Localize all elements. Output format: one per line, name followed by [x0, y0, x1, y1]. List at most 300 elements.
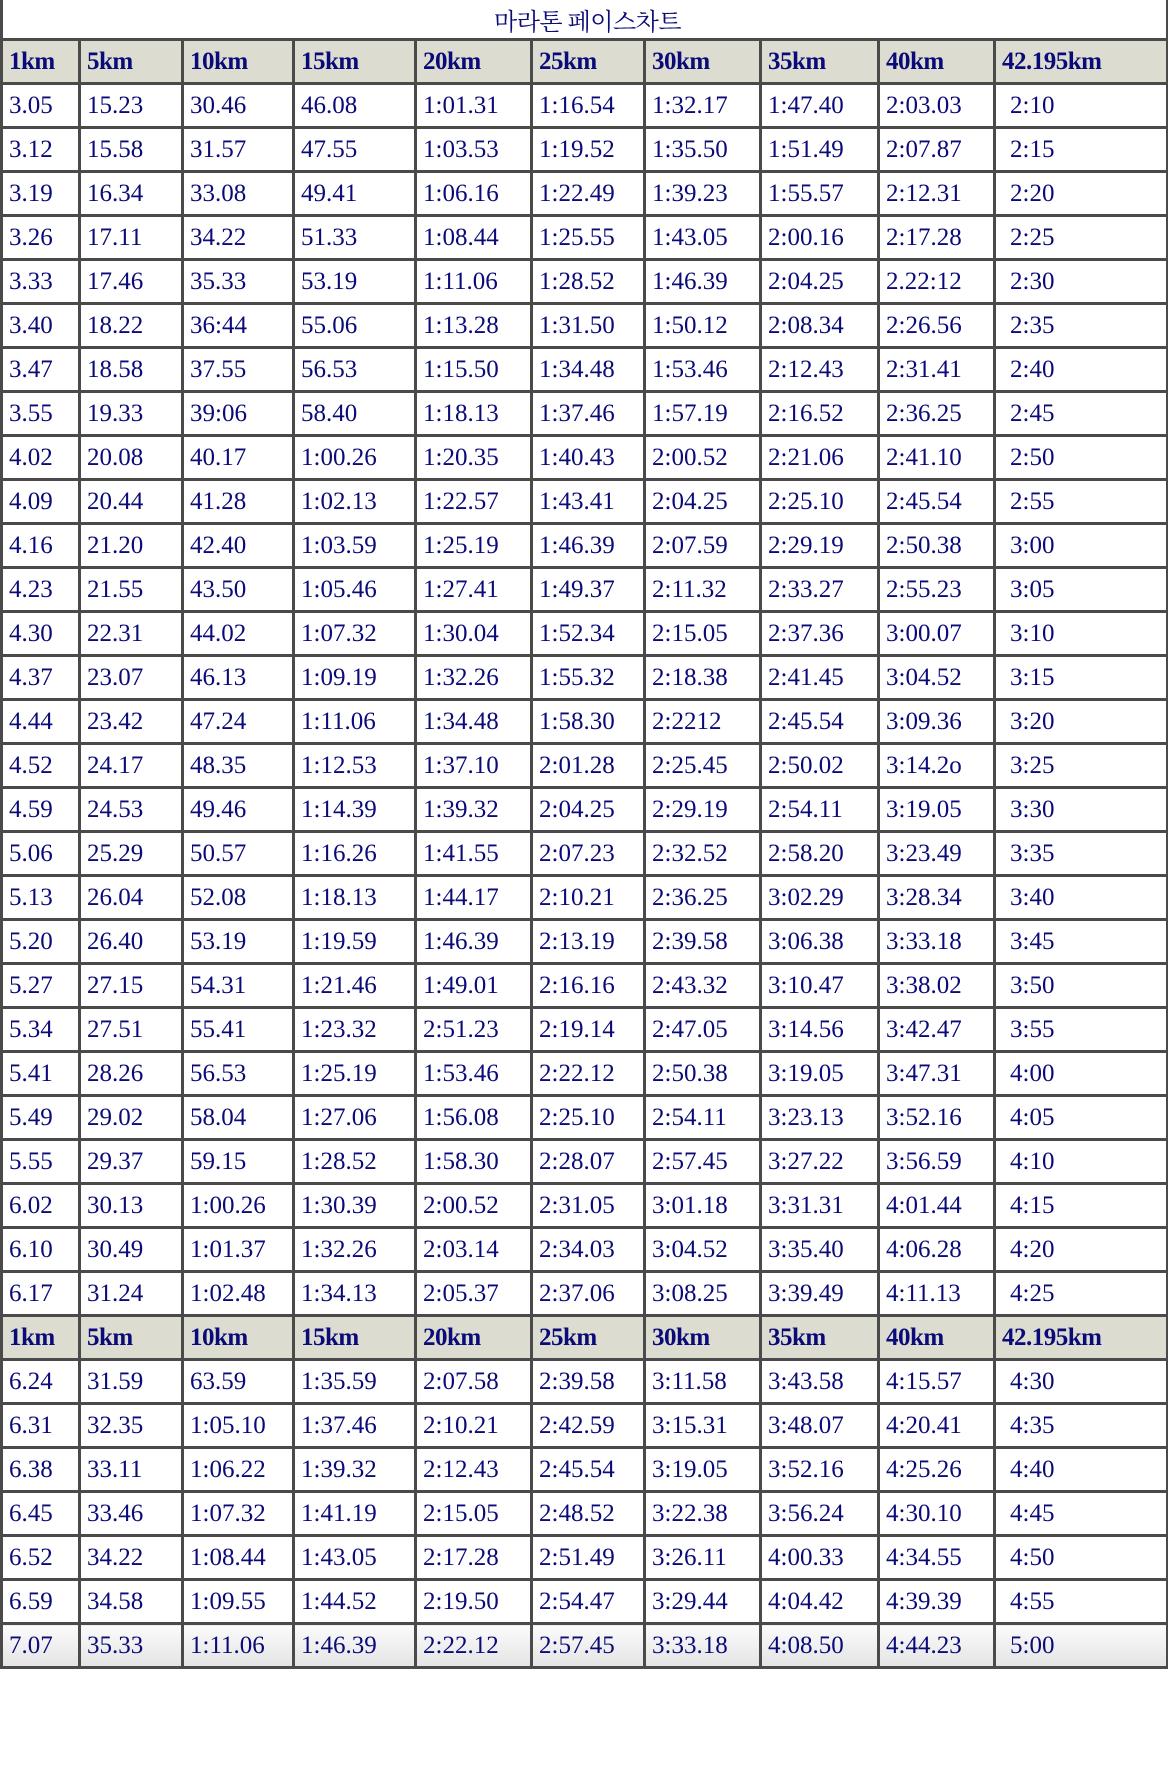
table-row — [2, 260, 1168, 304]
table-cell: 3.12 — [2, 128, 80, 172]
table-cell: 3:28.34 — [879, 876, 995, 920]
table-cell: 1:58.30 — [532, 700, 645, 744]
table-cell: 3:31.31 — [761, 1184, 879, 1228]
table-cell: 2:12.43 — [761, 348, 879, 392]
table-cell: 2:07.59 — [645, 524, 761, 568]
table-cell: 3:42.47 — [879, 1008, 995, 1052]
table-cell: 6.10 — [2, 1228, 80, 1272]
table-cell: 3:04.52 — [645, 1228, 761, 1272]
header-row — [2, 40, 1168, 84]
table-cell: 2:2212 — [645, 700, 761, 744]
table-cell: 2:36.25 — [879, 392, 995, 436]
column-header: 1km — [2, 40, 80, 84]
table-cell: 5.34 — [2, 1008, 80, 1052]
table-cell: 1:49.01 — [416, 964, 532, 1008]
table-cell: 1:46.39 — [294, 1624, 416, 1668]
table-cell: 1:41.19 — [294, 1492, 416, 1536]
table-cell: 4:35 — [995, 1404, 1168, 1448]
table-cell: 1:02.13 — [294, 480, 416, 524]
table-cell: 1:34.48 — [532, 348, 645, 392]
table-cell: 3:14.2o — [879, 744, 995, 788]
table-cell: 3:11.58 — [645, 1360, 761, 1404]
table-cell: 30.13 — [80, 1184, 183, 1228]
table-cell: 3:04.52 — [879, 656, 995, 700]
column-header: 35km — [761, 1316, 879, 1360]
table-row — [2, 1184, 1168, 1228]
table-cell: 3:19.05 — [761, 1052, 879, 1096]
table-cell: 4:34.55 — [879, 1536, 995, 1580]
table-cell: 2:31.05 — [532, 1184, 645, 1228]
table-cell: 17.11 — [80, 216, 183, 260]
table-cell: 6.24 — [2, 1360, 80, 1404]
table-cell: 2:50.38 — [879, 524, 995, 568]
table-cell: 21.55 — [80, 568, 183, 612]
table-cell: 2:32.52 — [645, 832, 761, 876]
table-cell: 2:20 — [995, 172, 1168, 216]
table-cell: 3:38.02 — [879, 964, 995, 1008]
table-cell: 3.19 — [2, 172, 80, 216]
table-cell: 2:04.25 — [645, 480, 761, 524]
column-header: 30km — [645, 1316, 761, 1360]
table-cell: 3:09.36 — [879, 700, 995, 744]
table-cell: 1:32.26 — [294, 1228, 416, 1272]
table-cell: 3:47.31 — [879, 1052, 995, 1096]
table-cell: 1:39.32 — [416, 788, 532, 832]
table-cell: 2:00.52 — [416, 1184, 532, 1228]
table-cell: 2:55 — [995, 480, 1168, 524]
table-cell: 15.23 — [80, 84, 183, 128]
column-header: 42.195km — [995, 1316, 1168, 1360]
table-cell: 3:00 — [995, 524, 1168, 568]
table-cell: 27.51 — [80, 1008, 183, 1052]
table-cell: 1:55.32 — [532, 656, 645, 700]
table-cell: 3:22.38 — [645, 1492, 761, 1536]
table-cell: 2:12.43 — [416, 1448, 532, 1492]
table-cell: 2:37.06 — [532, 1272, 645, 1316]
table-cell: 2:10.21 — [416, 1404, 532, 1448]
table-cell: 2:03.14 — [416, 1228, 532, 1272]
table-cell: 2:25 — [995, 216, 1168, 260]
table-cell: 4:20.41 — [879, 1404, 995, 1448]
table-cell: 2:50.38 — [645, 1052, 761, 1096]
table-row — [2, 1360, 1168, 1404]
table-cell: 1:02.48 — [183, 1272, 294, 1316]
table-cell: 4.52 — [2, 744, 80, 788]
table-cell: 2:19.50 — [416, 1580, 532, 1624]
table-cell: 4:44.23 — [879, 1624, 995, 1668]
table-cell: 1:07.32 — [183, 1492, 294, 1536]
table-cell: 4:39.39 — [879, 1580, 995, 1624]
table-row — [2, 304, 1168, 348]
table-cell: 42.40 — [183, 524, 294, 568]
table-cell: 4:45 — [995, 1492, 1168, 1536]
table-row — [2, 568, 1168, 612]
table-cell: 1:39.32 — [294, 1448, 416, 1492]
table-cell: 1:03.59 — [294, 524, 416, 568]
table-cell: 2:00.52 — [645, 436, 761, 480]
table-cell: 4.02 — [2, 436, 80, 480]
table-cell: 3:05 — [995, 568, 1168, 612]
table-cell: 3:52.16 — [761, 1448, 879, 1492]
table-cell: 52.08 — [183, 876, 294, 920]
table-row — [2, 1492, 1168, 1536]
table-cell: 1:53.46 — [645, 348, 761, 392]
column-header: 25km — [532, 1316, 645, 1360]
table-cell: 1:46.39 — [416, 920, 532, 964]
column-header: 35km — [761, 40, 879, 84]
table-cell: 1:11.06 — [416, 260, 532, 304]
table-cell: 2:25.10 — [761, 480, 879, 524]
table-row — [2, 1096, 1168, 1140]
table-cell: 2:15.05 — [645, 612, 761, 656]
table-cell: 4.30 — [2, 612, 80, 656]
table-cell: 1:47.40 — [761, 84, 879, 128]
table-cell: 5:00 — [995, 1624, 1168, 1668]
table-cell: 4.16 — [2, 524, 80, 568]
table-cell: 2:41.45 — [761, 656, 879, 700]
table-cell: 2:19.14 — [532, 1008, 645, 1052]
table-cell: 1:07.32 — [294, 612, 416, 656]
table-cell: 2:17.28 — [879, 216, 995, 260]
table-cell: 3:30 — [995, 788, 1168, 832]
table-cell: 1:37.10 — [416, 744, 532, 788]
table-cell: 3:10.47 — [761, 964, 879, 1008]
table-cell: 34.22 — [80, 1536, 183, 1580]
table-cell: 44.02 — [183, 612, 294, 656]
table-cell: 56.53 — [183, 1052, 294, 1096]
table-cell: 4:55 — [995, 1580, 1168, 1624]
table-cell: 2:39.58 — [645, 920, 761, 964]
table-cell: 4:11.13 — [879, 1272, 995, 1316]
table-cell: 2:29.19 — [645, 788, 761, 832]
table-cell: 2:16.52 — [761, 392, 879, 436]
table-cell: 51.33 — [294, 216, 416, 260]
table-cell: 4:00.33 — [761, 1536, 879, 1580]
table-cell: 2:16.16 — [532, 964, 645, 1008]
table-cell: 55.06 — [294, 304, 416, 348]
table-cell: 2:42.59 — [532, 1404, 645, 1448]
table-cell: 2:08.34 — [761, 304, 879, 348]
column-header: 20km — [416, 40, 532, 84]
table-cell: 1:00.26 — [183, 1184, 294, 1228]
table-cell: 1:57.19 — [645, 392, 761, 436]
table-cell: 4:50 — [995, 1536, 1168, 1580]
table-row — [2, 84, 1168, 128]
table-cell: 35.33 — [80, 1624, 183, 1668]
table-cell: 3:26.11 — [645, 1536, 761, 1580]
table-cell: 18.22 — [80, 304, 183, 348]
table-cell: 1:44.17 — [416, 876, 532, 920]
table-cell: 3:08.25 — [645, 1272, 761, 1316]
table-cell: 55.41 — [183, 1008, 294, 1052]
table-cell: 1:01.37 — [183, 1228, 294, 1272]
table-cell: 2:18.38 — [645, 656, 761, 700]
table-cell: 4:40 — [995, 1448, 1168, 1492]
table-row — [2, 1272, 1168, 1316]
table-cell: 2:22.12 — [532, 1052, 645, 1096]
table-cell: 3.05 — [2, 84, 80, 128]
header-row — [2, 1316, 1168, 1360]
table-cell: 37.55 — [183, 348, 294, 392]
table-cell: 2:51.49 — [532, 1536, 645, 1580]
table-cell: 1:30.39 — [294, 1184, 416, 1228]
table-cell: 29.37 — [80, 1140, 183, 1184]
table-cell: 1:19.59 — [294, 920, 416, 964]
table-cell: 3:29.44 — [645, 1580, 761, 1624]
table-cell: 1:32.17 — [645, 84, 761, 128]
table-row — [2, 480, 1168, 524]
table-cell: 2:04.25 — [532, 788, 645, 832]
column-header: 10km — [183, 1316, 294, 1360]
table-cell: 1:03.53 — [416, 128, 532, 172]
table-cell: 3.40 — [2, 304, 80, 348]
table-cell: 1:20.35 — [416, 436, 532, 480]
column-header: 20km — [416, 1316, 532, 1360]
table-cell: 4.44 — [2, 700, 80, 744]
table-cell: 2:45.54 — [532, 1448, 645, 1492]
table-cell: 53.19 — [183, 920, 294, 964]
table-cell: 1:23.32 — [294, 1008, 416, 1052]
table-cell: 2.22:12 — [879, 260, 995, 304]
table-cell: 3.33 — [2, 260, 80, 304]
table-cell: 2:01.28 — [532, 744, 645, 788]
table-cell: 3:19.05 — [879, 788, 995, 832]
column-header: 40km — [879, 40, 995, 84]
column-header: 40km — [879, 1316, 995, 1360]
table-row — [2, 1140, 1168, 1184]
table-cell: 4.09 — [2, 480, 80, 524]
table-cell: 1:21.46 — [294, 964, 416, 1008]
table-cell: 23.42 — [80, 700, 183, 744]
table-cell: 16.34 — [80, 172, 183, 216]
table-cell: 1:37.46 — [532, 392, 645, 436]
table-cell: 63.59 — [183, 1360, 294, 1404]
table-cell: 2:07.87 — [879, 128, 995, 172]
table-cell: 1:35.59 — [294, 1360, 416, 1404]
table-cell: 3:35 — [995, 832, 1168, 876]
column-header: 15km — [294, 40, 416, 84]
table-cell: 4:06.28 — [879, 1228, 995, 1272]
table-cell: 1:01.31 — [416, 84, 532, 128]
table-cell: 48.35 — [183, 744, 294, 788]
table-cell: 31.24 — [80, 1272, 183, 1316]
table-cell: 1:30.04 — [416, 612, 532, 656]
table-cell: 2:45.54 — [761, 700, 879, 744]
table-cell: 1:28.52 — [532, 260, 645, 304]
table-cell: 3:56.24 — [761, 1492, 879, 1536]
table-cell: 1:46.39 — [532, 524, 645, 568]
table-cell: 20.44 — [80, 480, 183, 524]
table-row — [2, 436, 1168, 480]
table-cell: 3:55 — [995, 1008, 1168, 1052]
table-cell: 3:25 — [995, 744, 1168, 788]
table-cell: 5.41 — [2, 1052, 80, 1096]
table-row — [2, 1228, 1168, 1272]
table-row — [2, 392, 1168, 436]
column-header: 15km — [294, 1316, 416, 1360]
table-cell: 2:07.23 — [532, 832, 645, 876]
table-cell: 1:15.50 — [416, 348, 532, 392]
table-cell: 1:56.08 — [416, 1096, 532, 1140]
table-cell: 1:25.19 — [294, 1052, 416, 1096]
table-row — [2, 788, 1168, 832]
table-cell: 35.33 — [183, 260, 294, 304]
table-cell: 3:27.22 — [761, 1140, 879, 1184]
column-header: 5km — [80, 1316, 183, 1360]
table-cell: 3:52.16 — [879, 1096, 995, 1140]
table-cell: 1:51.49 — [761, 128, 879, 172]
table-cell: 2:34.03 — [532, 1228, 645, 1272]
table-cell: 1:19.52 — [532, 128, 645, 172]
table-cell: 50.57 — [183, 832, 294, 876]
table-cell: 4:30 — [995, 1360, 1168, 1404]
table-cell: 3:23.49 — [879, 832, 995, 876]
table-cell: 3:56.59 — [879, 1140, 995, 1184]
table-row — [2, 1624, 1168, 1668]
table-cell: 4:04.42 — [761, 1580, 879, 1624]
table-cell: 24.53 — [80, 788, 183, 832]
table-cell: 1:43.05 — [645, 216, 761, 260]
table-cell: 1:11.06 — [294, 700, 416, 744]
table-cell: 1:27.06 — [294, 1096, 416, 1140]
table-cell: 1:09.19 — [294, 656, 416, 700]
table-cell: 5.55 — [2, 1140, 80, 1184]
table-cell: 2:28.07 — [532, 1140, 645, 1184]
column-header: 10km — [183, 40, 294, 84]
table-row — [2, 744, 1168, 788]
table-cell: 1:52.34 — [532, 612, 645, 656]
table-cell: 2:07.58 — [416, 1360, 532, 1404]
table-cell: 2:30 — [995, 260, 1168, 304]
table-cell: 1:25.19 — [416, 524, 532, 568]
table-cell: 1:05.10 — [183, 1404, 294, 1448]
table-cell: 46.13 — [183, 656, 294, 700]
table-cell: 4:01.44 — [879, 1184, 995, 1228]
table-cell: 58.40 — [294, 392, 416, 436]
table-cell: 2:50.02 — [761, 744, 879, 788]
table-row — [2, 1404, 1168, 1448]
table-cell: 33.46 — [80, 1492, 183, 1536]
table-cell: 34.22 — [183, 216, 294, 260]
table-cell: 2:26.56 — [879, 304, 995, 348]
table-cell: 49.46 — [183, 788, 294, 832]
table-cell: 2:10.21 — [532, 876, 645, 920]
table-cell: 2:17.28 — [416, 1536, 532, 1580]
table-cell: 3:15 — [995, 656, 1168, 700]
table-cell: 2:45.54 — [879, 480, 995, 524]
table-cell: 1:18.13 — [416, 392, 532, 436]
table-cell: 2:47.05 — [645, 1008, 761, 1052]
table-cell: 3:40 — [995, 876, 1168, 920]
table-cell: 1:25.55 — [532, 216, 645, 260]
table-cell: 28.26 — [80, 1052, 183, 1096]
table-cell: 54.31 — [183, 964, 294, 1008]
table-row — [2, 612, 1168, 656]
table-cell: 2:43.32 — [645, 964, 761, 1008]
table-cell: 2:35 — [995, 304, 1168, 348]
table-cell: 25.29 — [80, 832, 183, 876]
table-cell: 2:15.05 — [416, 1492, 532, 1536]
table-cell: 2:15 — [995, 128, 1168, 172]
table-cell: 4:05 — [995, 1096, 1168, 1140]
table-cell: 1:43.05 — [294, 1536, 416, 1580]
table-cell: 2:54.47 — [532, 1580, 645, 1624]
table-cell: 30.46 — [183, 84, 294, 128]
table-row — [2, 656, 1168, 700]
table-cell: 39:06 — [183, 392, 294, 436]
table-cell: 4.59 — [2, 788, 80, 832]
table-cell: 5.20 — [2, 920, 80, 964]
table-cell: 2:40 — [995, 348, 1168, 392]
table-row — [2, 524, 1168, 568]
table-cell: 34.58 — [80, 1580, 183, 1624]
page-title: 마라톤 페이스차트 — [2, 0, 1168, 40]
table-row — [2, 172, 1168, 216]
table-cell: 6.38 — [2, 1448, 80, 1492]
table-cell: 32.35 — [80, 1404, 183, 1448]
table-cell: 3.26 — [2, 216, 80, 260]
table-cell: 3:20 — [995, 700, 1168, 744]
table-cell: 1:28.52 — [294, 1140, 416, 1184]
table-cell: 1:12.53 — [294, 744, 416, 788]
table-cell: 3:39.49 — [761, 1272, 879, 1316]
table-cell: 43.50 — [183, 568, 294, 612]
table-cell: 1:41.55 — [416, 832, 532, 876]
table-cell: 2:12.31 — [879, 172, 995, 216]
table-cell: 56.53 — [294, 348, 416, 392]
table-cell: 4.37 — [2, 656, 80, 700]
table-cell: 3:35.40 — [761, 1228, 879, 1272]
table-cell: 2:58.20 — [761, 832, 879, 876]
table-cell: 1:43.41 — [532, 480, 645, 524]
table-cell: 1:46.39 — [645, 260, 761, 304]
table-cell: 6.52 — [2, 1536, 80, 1580]
table-row — [2, 876, 1168, 920]
table-cell: 29.02 — [80, 1096, 183, 1140]
table-cell: 1:34.48 — [416, 700, 532, 744]
table-cell: 2:25.10 — [532, 1096, 645, 1140]
table-cell: 1:14.39 — [294, 788, 416, 832]
table-cell: 4.23 — [2, 568, 80, 612]
column-header: 42.195km — [995, 40, 1168, 84]
table-cell: 53.19 — [294, 260, 416, 304]
table-cell: 33.08 — [183, 172, 294, 216]
table-cell: 1:34.13 — [294, 1272, 416, 1316]
table-cell: 3:00.07 — [879, 612, 995, 656]
column-header: 30km — [645, 40, 761, 84]
table-cell: 4:15 — [995, 1184, 1168, 1228]
table-cell: 4:30.10 — [879, 1492, 995, 1536]
table-cell: 3:23.13 — [761, 1096, 879, 1140]
table-cell: 18.58 — [80, 348, 183, 392]
table-cell: 2:11.32 — [645, 568, 761, 612]
table-cell: 2:57.45 — [645, 1140, 761, 1184]
table-cell: 2:22.12 — [416, 1624, 532, 1668]
table-cell: 5.49 — [2, 1096, 80, 1140]
table-cell: 21.20 — [80, 524, 183, 568]
table-cell: 1:32.26 — [416, 656, 532, 700]
table-cell: 2:21.06 — [761, 436, 879, 480]
table-cell: 4:25.26 — [879, 1448, 995, 1492]
table-cell: 19.33 — [80, 392, 183, 436]
table-row — [2, 1448, 1168, 1492]
table-cell: 17.46 — [80, 260, 183, 304]
table-cell: 3.47 — [2, 348, 80, 392]
table-cell: 31.57 — [183, 128, 294, 172]
table-row — [2, 1580, 1168, 1624]
table-row — [2, 216, 1168, 260]
table-cell: 3:02.29 — [761, 876, 879, 920]
